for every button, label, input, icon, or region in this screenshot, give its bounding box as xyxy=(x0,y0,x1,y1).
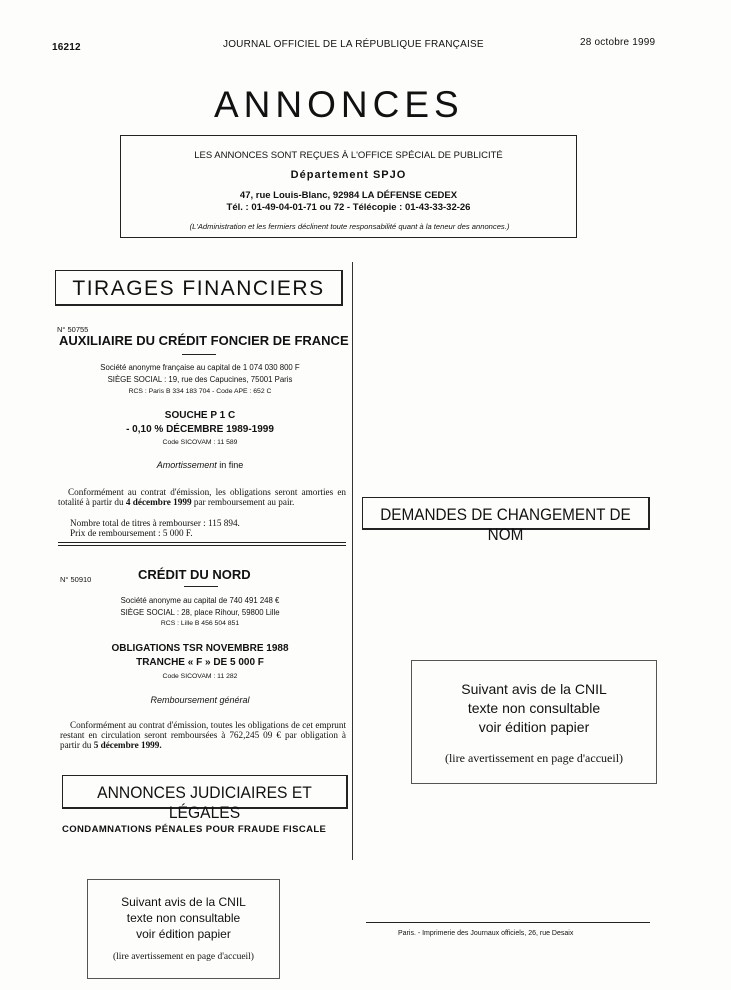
section-header-judiciaires xyxy=(62,775,348,822)
cnil-note: (lire avertissement en page d'accueil) xyxy=(444,751,624,765)
sicovam-code: Code SICOVAM : 11 589 xyxy=(162,439,238,446)
total-titres: Nombre total de titres à rembourser : 115 894. xyxy=(70,518,240,528)
obligations: OBLIGATIONS TSR NOVEMBRE 1988 xyxy=(111,643,289,654)
notice1-paragraph xyxy=(58,487,346,507)
main-title: ANNONCES xyxy=(214,84,464,125)
company-rcs: RCS : Paris B 334 183 704 - Code APE : 652 C xyxy=(128,388,272,395)
notice-department: Département SPJO xyxy=(290,169,407,181)
notice2-paragraph xyxy=(60,720,346,750)
notice-line1: LES ANNONCES SONT REÇUES À L'OFFICE SPÉCIAL DE PUBLICITÉ xyxy=(194,150,503,161)
cnil-box-right xyxy=(411,660,657,784)
amortissement-em: Amortissement xyxy=(156,460,217,470)
cnil-line2: texte non consultable xyxy=(467,700,601,716)
tranche: TRANCHE « F » DE 5 000 F xyxy=(136,657,264,668)
notice-number-50755: N° 50755 xyxy=(57,325,89,334)
notice-phone: Tél. : 01-49-04-01-71 ou 72 - Télécopie : 01-43-33-32-26 xyxy=(226,202,471,213)
section-title-tirages: TIRAGES FINANCIERS xyxy=(72,277,325,300)
cnil-left-line1: Suivant avis de la CNIL xyxy=(121,895,246,909)
notice-separator-2 xyxy=(58,545,346,546)
company-siege-2: SIÈGE SOCIAL : 28, place Rihour, 59800 Lille xyxy=(120,608,280,617)
page-number: 16212 xyxy=(52,42,81,53)
para1-text: Conformément au contrat d'émission, les obligations seront amorties en totalité à partir du xyxy=(58,487,346,507)
cnil-line3: voir édition papier xyxy=(478,719,590,735)
section-subtitle-judiciaires: CONDAMNATIONS PÉNALES POUR FRAUDE FISCALE xyxy=(62,824,327,835)
issue-date: 28 octobre 1999 xyxy=(580,37,656,48)
amortissement-rest: in fine xyxy=(216,460,244,470)
section-title-nom: DEMANDES DE CHANGEMENT DE NOM xyxy=(380,505,631,544)
company-name: AUXILIAIRE DU CRÉDIT FONCIER DE FRANCE xyxy=(59,333,349,348)
title-underline-2 xyxy=(184,586,218,587)
company-rcs-2: RCS : Lille B 456 504 851 xyxy=(160,620,240,627)
para2-text: Conformément au contrat d'émission, toutes les obligations de cet emprunt restant en circulation seront remboursées à 762,245 09 € par obligation à partir du xyxy=(60,720,346,750)
notice-address: 47, rue Louis-Blanc, 92984 LA DÉFENSE CEDEX xyxy=(239,190,458,201)
remboursement: Remboursement général xyxy=(150,695,250,705)
column-separator xyxy=(352,262,353,860)
para1-date: 4 décembre 1999 xyxy=(125,497,192,507)
cnil-left-line3: voir édition papier xyxy=(136,927,231,941)
cnil-box-left xyxy=(87,879,280,979)
notice-disclaimer: (L'Administration et les fermiers déclinent toute responsabilité quant à la teneur des annonces.) xyxy=(189,222,510,231)
notice-number-50910: N° 50910 xyxy=(60,575,92,584)
company-name-2: CRÉDIT DU NORD xyxy=(138,567,251,582)
section-header-nom xyxy=(362,497,650,544)
footer-imprint: Paris. - Imprimerie des Journaux officiels, 26, rue Desaix xyxy=(398,930,574,937)
company-siege: SIÈGE SOCIAL : 19, rue des Capucines, 75001 Paris xyxy=(107,375,293,384)
para1-end: par remboursement au pair. xyxy=(191,497,295,507)
section-title-judiciaires: ANNONCES JUDICIAIRES ET LÉGALES xyxy=(97,783,312,822)
cnil-line1: Suivant avis de la CNIL xyxy=(461,681,607,697)
company-capital: Société anonyme française au capital de 1 074 030 800 F xyxy=(100,363,300,372)
company-capital-2: Société anonyme au capital de 740 491 248 € xyxy=(120,596,280,605)
rate: - 0,10 % DÉCEMBRE 1989-1999 xyxy=(126,424,274,435)
amortissement xyxy=(60,460,340,470)
cnil-left-line2: texte non consultable xyxy=(126,911,241,925)
sicovam-code-2: Code SICOVAM : 11 282 xyxy=(162,673,238,680)
title-underline xyxy=(182,354,216,355)
cnil-left-note: (lire avertissement en page d'accueil) xyxy=(113,952,254,962)
footer-rule xyxy=(366,922,650,923)
para2-date: 5 décembre 1999. xyxy=(93,740,162,750)
notice-box xyxy=(120,135,577,238)
section-header-tirages xyxy=(55,270,343,306)
journal-title: JOURNAL OFFICIEL DE LA RÉPUBLIQUE FRANÇAISE xyxy=(223,39,484,50)
notice-separator xyxy=(58,542,346,543)
prix-remboursement: Prix de remboursement : 5 000 F. xyxy=(70,528,193,538)
souche: SOUCHE P 1 C xyxy=(164,410,236,421)
